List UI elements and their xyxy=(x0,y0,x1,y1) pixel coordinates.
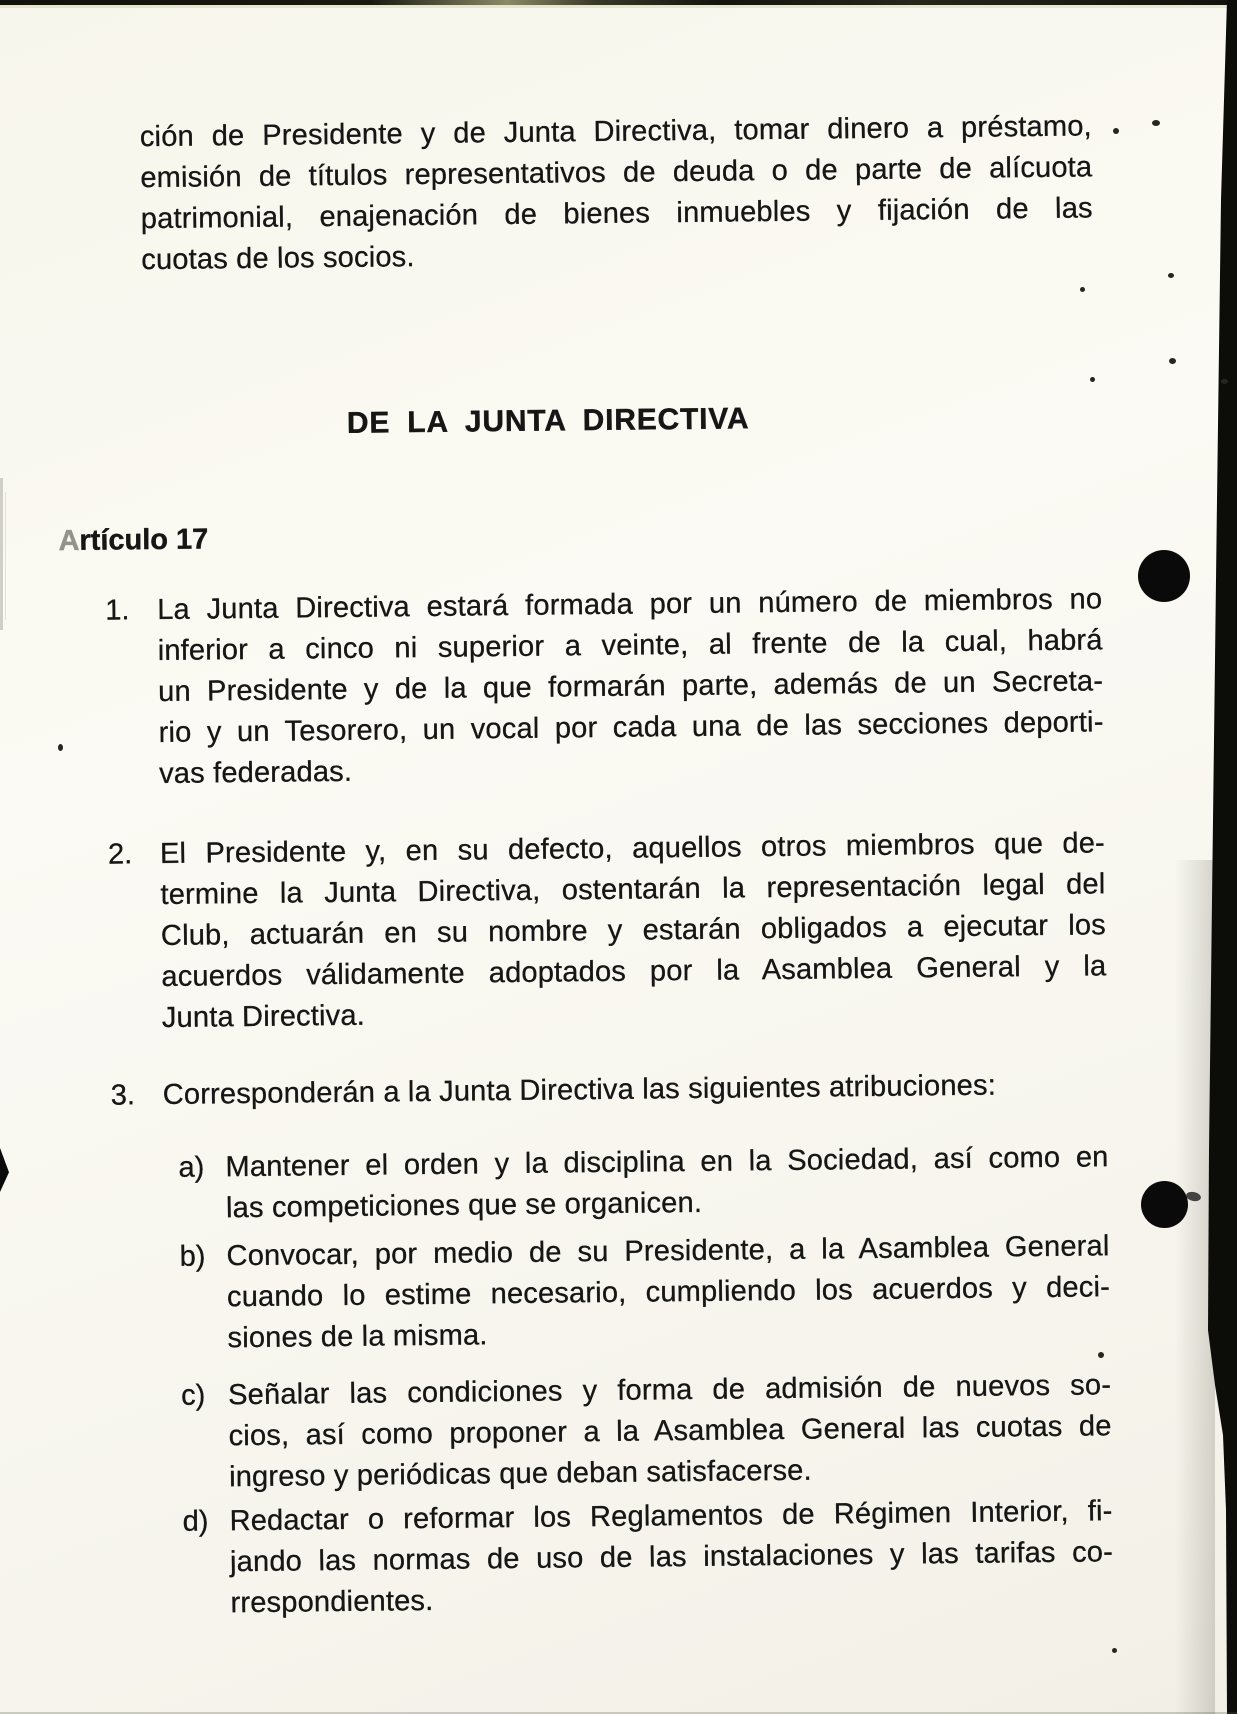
item-letter: b) xyxy=(179,1240,206,1273)
scan-left-faint-line xyxy=(5,492,6,620)
hole-punch-mark-top xyxy=(1138,550,1190,602)
paragraph-line: Mantener el orden y la disciplina en la Sociedad, así como en xyxy=(225,1141,1109,1184)
scan-speck xyxy=(1080,287,1085,292)
lettered-item-c xyxy=(181,1365,1112,1499)
item-text xyxy=(229,1491,1113,1624)
paragraph-line: ción de Presidente y de Junta Directiva, tomar dinero a préstamo, xyxy=(139,110,1093,154)
lettered-item-b xyxy=(179,1226,1110,1360)
paragraph-line: ingreso y periódicas que deban satisfacerse. xyxy=(228,1454,812,1494)
paragraph-line: cios, así como proponer a la Asamblea General las cuotas de xyxy=(228,1410,1112,1453)
item-text xyxy=(226,1226,1110,1359)
scan-top-tint xyxy=(0,5,1237,8)
paragraph-line: El Presidente y, en su defecto, aquellos otros miembros que de- xyxy=(159,827,1106,870)
item-text xyxy=(225,1137,1109,1229)
article-heading: Artículo 17 xyxy=(58,523,209,558)
item-number: 2. xyxy=(107,838,133,871)
item-text xyxy=(160,823,1107,1039)
scan-left-faint-line xyxy=(0,478,3,630)
item-number: 1. xyxy=(105,594,130,627)
paragraph-line: La Junta Directiva estará formada por un número de miembros no xyxy=(157,583,1103,627)
scan-speck xyxy=(1169,358,1176,364)
paragraph-line: Convocar, por medio de su Presidente, a la Asamblea General xyxy=(226,1230,1110,1273)
paragraph-line: inferior a cinco ni superior a veinte, al frente de la cual, habrá xyxy=(157,624,1103,668)
paragraph-line: Club, actuarán en su nombre y estarán obligados a ejecutar los xyxy=(160,909,1107,952)
paragraph-line: rrespondientes. xyxy=(230,1584,434,1620)
item-text xyxy=(228,1365,1112,1498)
paragraph-line: acuerdos válidamente adoptados por la Asamblea General y la xyxy=(161,950,1107,993)
item-letter: a) xyxy=(178,1151,205,1184)
paragraph-line: cuando lo estime necesario, cumpliendo los acuerdos y deci- xyxy=(226,1271,1111,1314)
scan-speck xyxy=(1112,1648,1117,1653)
paragraph-line: cuotas de los socios. xyxy=(141,241,415,277)
numbered-item-2 xyxy=(108,823,1107,1039)
item-letter: d) xyxy=(182,1505,209,1538)
numbered-item-3 xyxy=(111,1064,1108,1116)
item-letter: c) xyxy=(180,1379,206,1412)
paragraph-line: Señalar las condiciones y forma de admisión de nuevos so- xyxy=(227,1369,1112,1412)
item-text xyxy=(163,1064,1108,1116)
paragraph-line: vas federadas. xyxy=(158,755,353,790)
scan-speck xyxy=(1221,379,1228,384)
paragraph-line: rio y un Tesorero, un vocal por cada una de las secciones deporti- xyxy=(158,706,1104,749)
item-number: 3. xyxy=(110,1079,136,1112)
continuation-paragraph xyxy=(140,106,1094,281)
paragraph-line: un Presidente y de la que formarán parte, además de un Secreta- xyxy=(157,665,1104,709)
scan-speck xyxy=(1113,128,1119,134)
scan-speck xyxy=(1098,1352,1104,1358)
lettered-item-d xyxy=(182,1491,1113,1625)
paragraph-line: siones de la misma. xyxy=(227,1319,488,1355)
scan-speck xyxy=(58,744,63,751)
hole-punch-mark-bottom xyxy=(1141,1181,1188,1228)
scan-right-edge-bar xyxy=(1197,0,1237,1714)
item-text xyxy=(157,579,1104,795)
paragraph-line: Corresponderán a la Junta Directiva las siguientes atribuciones: xyxy=(162,1069,997,1111)
scan-speck xyxy=(1152,120,1160,126)
scan-speck xyxy=(1090,377,1095,382)
paragraph-line: Junta Directiva. xyxy=(161,999,366,1034)
paragraph-line: patrimonial, enajenación de bienes inmuebles y fijación de las xyxy=(140,192,1093,236)
paragraph-line: las competiciones que se organicen. xyxy=(225,1186,703,1225)
paragraph-line: jando las normas de uso de las instalaciones y las tarifas co- xyxy=(229,1536,1114,1579)
paragraph-line: Redactar o reformar los Reglamentos de Régimen Interior, fi- xyxy=(229,1495,1113,1538)
lettered-item-a xyxy=(178,1137,1109,1230)
scan-speck xyxy=(1168,273,1174,278)
paragraph-line: emisión de títulos representativos de deuda o de parte de alícuota xyxy=(140,151,1093,195)
section-heading: DE LA JUNTA DIRECTIVA xyxy=(346,402,750,440)
paragraph-line: termine la Junta Directiva, ostentarán la representación legal del xyxy=(160,868,1106,911)
numbered-item-1 xyxy=(105,579,1104,795)
